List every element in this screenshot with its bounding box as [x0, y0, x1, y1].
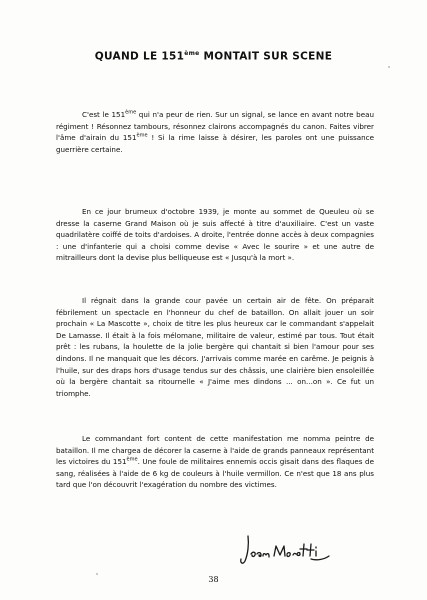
handwritten-signature: [238, 532, 334, 568]
title-superscript: ème: [184, 50, 200, 57]
paragraph-1: C'est le 151ème qui n'a peur de rien. Sur un signal, se lance en avant notre beau régiment ! Résonnez tambours, résonnez clairons accompagnés du canon. Faites vibrer l'âme d'airain du 151ème ! Si la rime laisse à désirer, les paroles ont une puissance guerrière certaine.: [56, 109, 374, 154]
paragraph-3: Il régnait dans la grande cour pavée un certain air de fête. On préparait fébrilement un spectacle en l'honneur du chef de bataillon. On allait jouer un soir prochain « La Mascotte », choix de titre les plus heureux car le commandant s'appelait De Lamasse. Il était à la fois mélomane, militaire de valeur, estimé par tous. Tout était prêt : les rubans, la houlette de la jolie bergère qui chantait si bien l'amour pour ses dindons. Il ne manquait que les décors. J'arrivais comme marée en carême. Je peignis à l'huile, sur des draps hors d'usage tendus sur des châssis, une clairière bien ensoleillée où la bergère chantait sa ritournelle « J'aime mes dindons ... on...on ». Ce fut un triomphe.: [56, 296, 374, 398]
paragraph-2: En ce jour brumeux d'octobre 1939, je monte au sommet de Queuleu où se dresse la caserne Grand Maison où je suis affecté à titre d'auxiliaire. C'est un vaste quadrilatère coiffé de toits d'ardoises. A droite, l'entrée donne accès à deux compagnies : une d'infanterie qui a choisi comme devise « Avec le sourire » et une autre de mitrailleurs dont la devise plus belliqueuse est « Jusqu'à la mort ».: [56, 207, 374, 263]
paragraph-4: Le commandant fort content de cette manifestation me nomma peintre de bataillon. Il me chargea de décorer la caserne à l'aide de grands panneaux représentant les victoires du 151ème. Une foule de militaires ennemis occis gisait dans des flaques de sang, réalisées à l'aide de 6 kg de couleurs à l'huile vermillon. Ce n'est que 18 ans plus tard que l'on découvrit l'exagération du nombre des victimes.: [56, 434, 374, 490]
title-text-end: MONTAIT SUR SCENE: [199, 50, 333, 63]
title-text: QUAND LE 151: [94, 50, 185, 63]
paper-speck: [388, 66, 390, 68]
page-number: 38: [208, 575, 219, 584]
page-title: [0, 50, 427, 63]
paper-speck: [96, 573, 98, 575]
